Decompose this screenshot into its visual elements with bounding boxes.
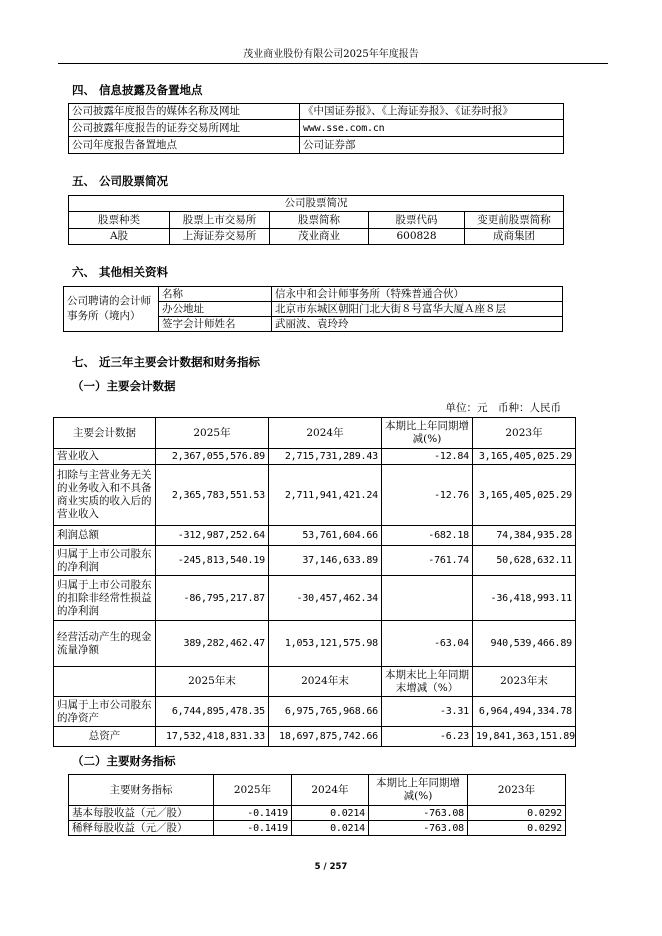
table-cell: 0.0292	[468, 821, 566, 836]
table-cell: -30,457,462.34	[269, 576, 382, 621]
table-cell: 经营活动产生的现金流量净额	[54, 621, 156, 667]
table-row	[64, 287, 563, 302]
column-header: 主要会计数据	[54, 418, 156, 449]
exchange-url: www.sse.com.cn	[300, 120, 564, 137]
table-row	[69, 821, 566, 836]
table-cell: 茂业商业	[270, 229, 369, 245]
subsection-1-title: （一）主要会计数据	[72, 379, 176, 393]
column-header: 2023年	[468, 775, 566, 806]
table-cell: 18,697,875,742.66	[269, 727, 382, 747]
table-row	[69, 104, 564, 120]
table-cell: -0.1419	[214, 806, 292, 821]
table-cell: 53,761,604.66	[269, 526, 382, 546]
table-cell: -63.04	[382, 621, 473, 667]
table-cell: 成商集团	[465, 229, 564, 245]
table-cell: 签字会计师姓名	[159, 317, 272, 332]
table-cell: 17,532,418,831.33	[156, 727, 269, 747]
section-5-title: 五、 公司股票简况	[72, 174, 169, 188]
table-row	[54, 697, 576, 727]
table-cell: 利润总额	[54, 526, 156, 546]
table-cell: 办公地址	[159, 302, 272, 317]
page-header: 茂业商业股份有限公司2025年年度报告	[243, 49, 419, 60]
auditor-table	[63, 286, 563, 332]
table-cell: 公司证券部	[300, 137, 564, 154]
section-7-title: 七、 近三年主要会计数据和财务指标	[72, 355, 261, 369]
column-header: 2023年	[473, 418, 576, 449]
table-cell: 37,146,633.89	[269, 546, 382, 576]
table-cell: 1,053,121,575.98	[269, 621, 382, 667]
table-cell: 3,165,405,025.29	[473, 465, 576, 526]
section-6-title: 六、 其他相关资料	[72, 265, 169, 279]
accounting-data-table	[53, 417, 576, 747]
table-header-row	[54, 667, 576, 697]
table-row	[69, 229, 564, 245]
table-cell: -0.1419	[214, 821, 292, 836]
table-row	[54, 465, 576, 526]
table-cell: 公司披露年度报告的证券交易所网址	[69, 120, 300, 137]
table-row	[69, 806, 566, 821]
table-cell: 公司年度报告备置地点	[69, 137, 300, 154]
table-cell: 2,367,055,576.89	[156, 449, 269, 465]
column-header: 本期比上年同期增减(%)	[369, 775, 468, 806]
table-header-row	[54, 418, 576, 449]
table-cell: 公司披露年度报告的媒体名称及网址	[69, 104, 300, 120]
table-cell	[382, 576, 473, 621]
column-header: 2025年末	[156, 667, 269, 697]
table-cell: 6,964,494,334.78	[473, 697, 576, 727]
table-cell: -12.76	[382, 465, 473, 526]
table-cell: 2,365,783,551.53	[156, 465, 269, 526]
table-cell: -36,418,993.11	[473, 576, 576, 621]
table-cell: 6,975,765,968.66	[269, 697, 382, 727]
column-header: 本期末比上年同期末增减（%）	[382, 667, 473, 697]
table-cell: 2,711,941,421.24	[269, 465, 382, 526]
column-header	[54, 667, 156, 697]
table-cell: -6.23	[382, 727, 473, 747]
table-cell: 74,384,935.28	[473, 526, 576, 546]
table-cell: 0.0214	[292, 821, 369, 836]
table-cell: 武丽波、袁玲玲	[272, 317, 563, 332]
table-cell: 上海证券交易所	[170, 229, 270, 245]
header-rule	[58, 63, 608, 64]
table-cell: 基本每股收益（元／股）	[69, 806, 214, 821]
table-cell: 扣除与主营业务无关的业务收入和不具备商业实质的收入后的营业收入	[54, 465, 156, 526]
section-4-title: 四、 信息披露及备置地点	[72, 83, 203, 97]
column-header: 股票上市交易所	[170, 212, 270, 229]
table-header-row	[69, 212, 564, 229]
unit-label: 单位：元 币种：人民币	[445, 402, 561, 414]
table-cell: 389,282,462.47	[156, 621, 269, 667]
column-header: 本期比上年同期增减(%)	[382, 418, 473, 449]
column-header: 股票简称	[270, 212, 369, 229]
column-header: 主要财务指标	[69, 775, 214, 806]
stock-table	[68, 195, 564, 245]
column-header: 2023年末	[473, 667, 576, 697]
column-header: 变更前股票简称	[465, 212, 564, 229]
column-header: 2025年	[214, 775, 292, 806]
table-row	[54, 449, 576, 465]
table-row	[54, 621, 576, 667]
column-header: 2024年	[292, 775, 369, 806]
table-row	[54, 727, 576, 747]
table-cell: -761.74	[382, 546, 473, 576]
table-cell: -245,813,540.19	[156, 546, 269, 576]
table-cell: 3,165,405,025.29	[473, 449, 576, 465]
table-cell: 总资产	[54, 727, 156, 747]
table-cell: -86,795,217.87	[156, 576, 269, 621]
table-cell: 《中国证券报》、《上海证券报》、《证券时报》	[300, 104, 564, 120]
column-header: 2024年末	[269, 667, 382, 697]
table-cell: 名称	[159, 287, 272, 302]
table-cell: 营业收入	[54, 449, 156, 465]
column-header: 股票代码	[369, 212, 465, 229]
table-cell: 归属于上市公司股东的扣除非经常性损益的净利润	[54, 576, 156, 621]
table-cell: 稀释每股收益（元／股）	[69, 821, 214, 836]
table-cell: 公司聘请的会计师事务所（境内）	[64, 287, 159, 332]
table-cell: 50,628,632.11	[473, 546, 576, 576]
table-header-row	[69, 775, 566, 806]
table-row	[69, 196, 564, 212]
table-cell: -763.08	[369, 806, 468, 821]
table-row	[69, 120, 564, 137]
subsection-2-title: （二）主要财务指标	[72, 754, 176, 768]
table-cell: 归属于上市公司股东的净利润	[54, 546, 156, 576]
table-cell: 940,539,466.89	[473, 621, 576, 667]
table-caption: 公司股票简况	[69, 196, 564, 212]
table-cell: 19,841,363,151.89	[473, 727, 576, 747]
table-row	[69, 137, 564, 154]
table-cell: 0.0292	[468, 806, 566, 821]
table-cell: -12.84	[382, 449, 473, 465]
table-row	[54, 546, 576, 576]
disclosure-table	[68, 103, 564, 154]
column-header: 股票种类	[69, 212, 170, 229]
table-row	[54, 576, 576, 621]
table-cell: -312,987,252.64	[156, 526, 269, 546]
table-cell: 信永中和会计师事务所（特殊普通合伙）	[272, 287, 563, 302]
column-header: 2025年	[156, 418, 269, 449]
table-cell: -3.31	[382, 697, 473, 727]
table-cell: 北京市东城区朝阳门北大街８号富华大厦Ａ座８层	[272, 302, 563, 317]
column-header: 2024年	[269, 418, 382, 449]
table-cell: -763.08	[369, 821, 468, 836]
table-cell: 600828	[369, 229, 465, 245]
table-row	[54, 526, 576, 546]
table-cell: 2,715,731,289.43	[269, 449, 382, 465]
table-cell: -682.18	[382, 526, 473, 546]
table-cell: 0.0214	[292, 806, 369, 821]
table-cell: A股	[69, 229, 170, 245]
table-cell: 归属于上市公司股东的净资产	[54, 697, 156, 727]
page-number: 5 / 257	[314, 862, 348, 872]
table-cell: 6,744,895,478.35	[156, 697, 269, 727]
financial-indicators-table	[68, 774, 566, 836]
